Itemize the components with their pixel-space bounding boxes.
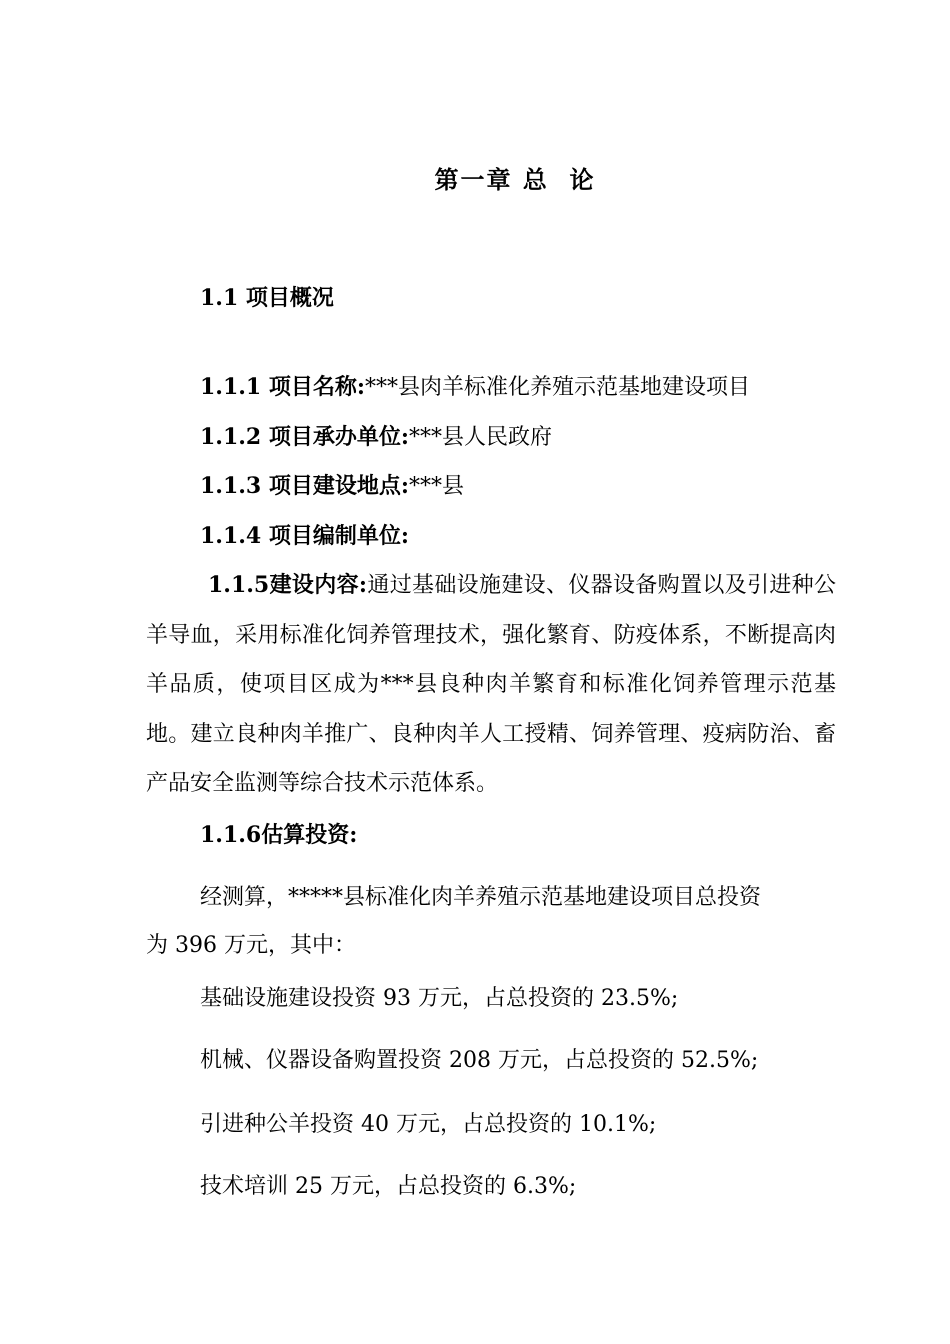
project-name-label: 1.1.1 项目名称: [200, 374, 366, 400]
construction-content-text: 通过基础设施建设、仪器设备购置以及引进种公羊导血，采用标准化饲养管理技术，强化繁育、防疫体系，不断提高肉羊品质，使项目区成为***县良种肉羊繁育和标准化饲养管理示范基地。建立良种肉羊推广、良种肉羊人工授精、饲养管理、疫病防治、畜产品安全监测等综合技术示范体系。 [146, 573, 836, 796]
project-site-value: ***县 [409, 474, 465, 499]
investment-rams: 引进种公羊投资 40 万元，占总投资的 10.1%; [200, 1112, 657, 1137]
investment-intro-line2: 为 396 万元，其中： [146, 933, 356, 958]
project-site-line [200, 472, 464, 501]
project-org-label: 1.1.2 项目承办单位: [200, 424, 410, 450]
project-compiler-label: 1.1.4 项目编制单位: [200, 523, 410, 549]
project-org-value: ***县人民政府 [409, 425, 553, 450]
construction-content-paragraph [146, 561, 836, 809]
project-name-line [200, 373, 750, 402]
construction-content-label: 1.1.5建设内容: [208, 572, 368, 598]
project-site-label: 1.1.3 项目建设地点: [200, 473, 410, 499]
project-org-line [200, 423, 552, 452]
chapter-title: 第一章 总 论 [434, 165, 596, 194]
investment-label: 1.1.6估算投资: [200, 822, 358, 848]
investment-infrastructure: 基础设施建设投资 93 万元，占总投资的 23.5%; [200, 986, 679, 1011]
investment-equipment: 机械、仪器设备购置投资 208 万元，占总投资的 52.5%; [200, 1048, 759, 1073]
investment-intro-line1: 经测算，*****县标准化肉羊养殖示范基地建设项目总投资 [200, 885, 762, 910]
section-heading: 1.1 项目概况 [200, 285, 334, 311]
investment-training: 技术培训 25 万元，占总投资的 6.3%; [200, 1174, 577, 1199]
project-name-value: ***县肉羊标准化养殖示范基地建设项目 [365, 375, 751, 400]
